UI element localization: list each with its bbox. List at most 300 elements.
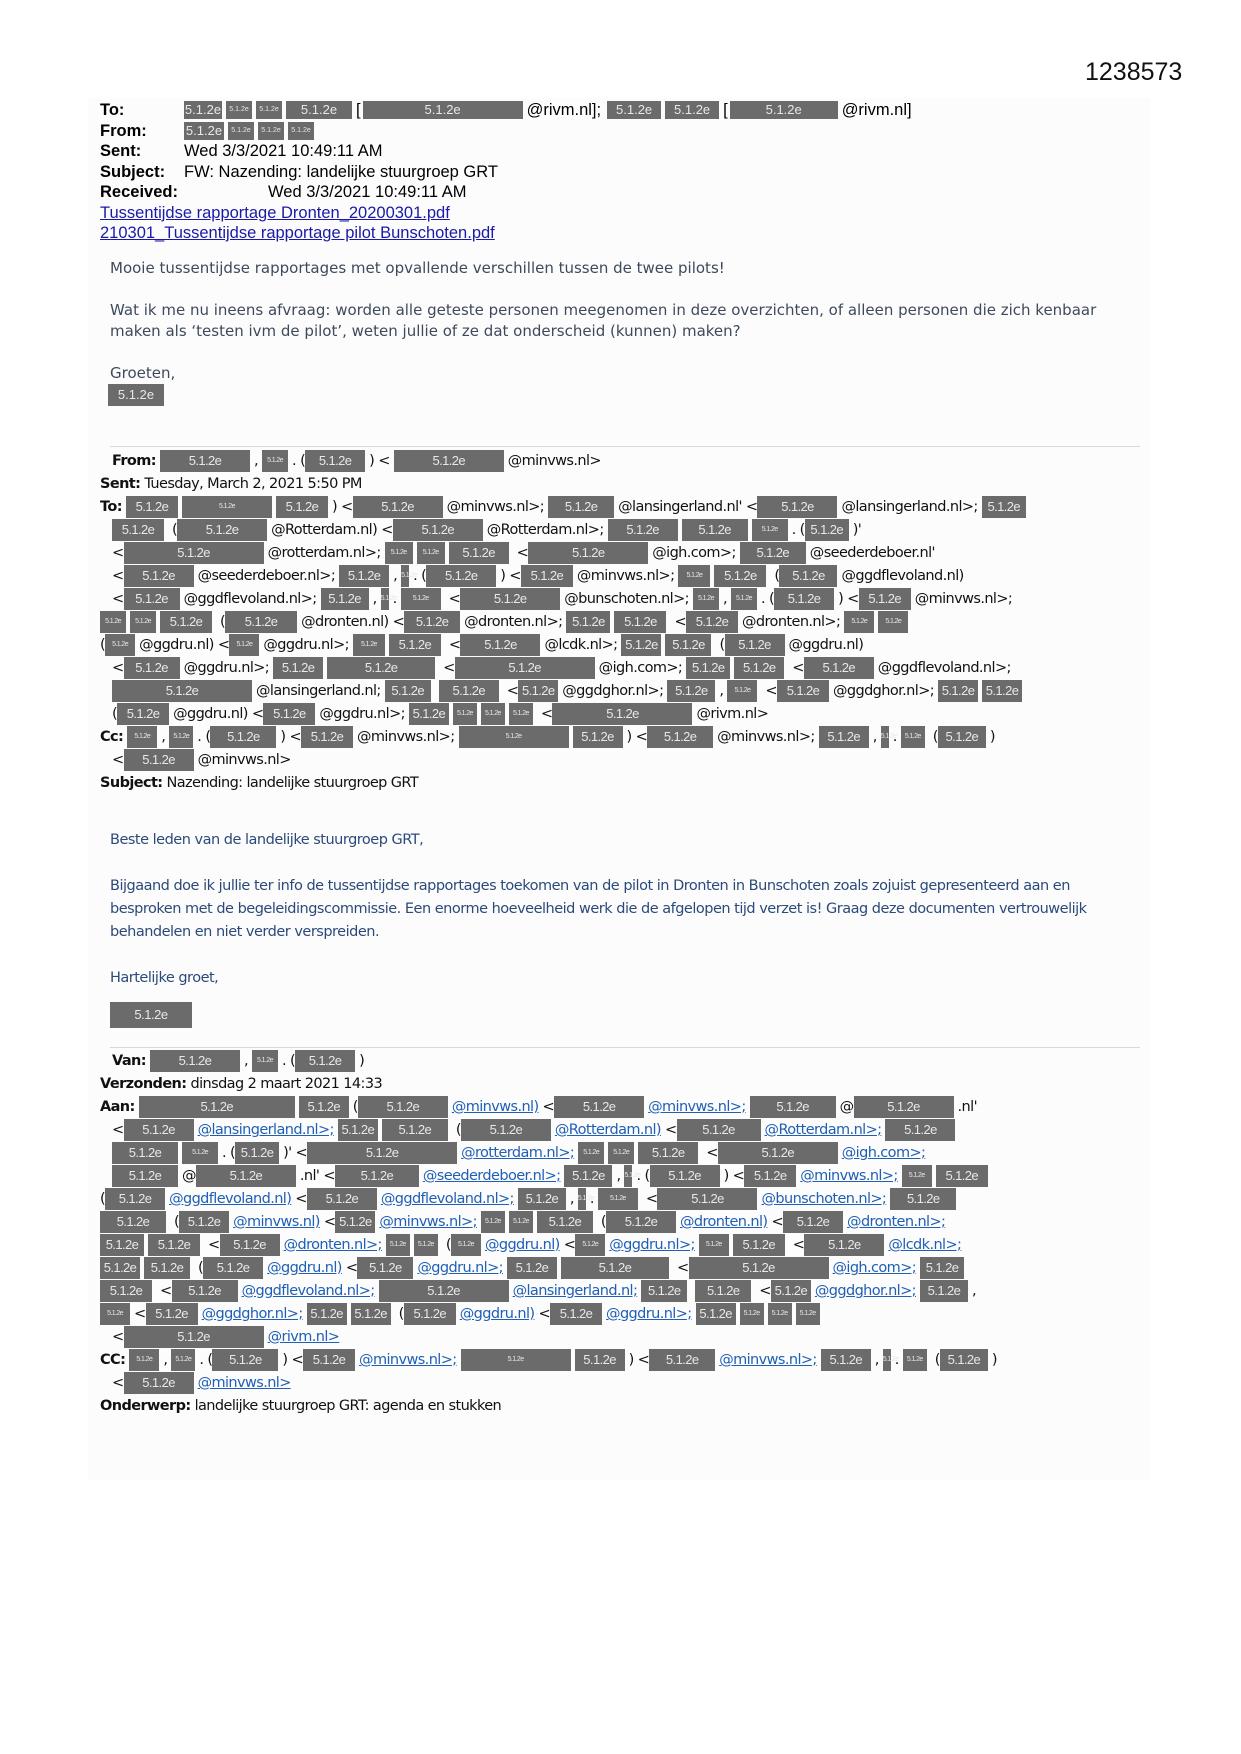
cc-label: CC:: [100, 1352, 126, 1368]
to-domain: .nl': [957, 1099, 977, 1115]
redaction: 5.1.2e: [537, 1211, 593, 1233]
to-row-cont: < 5.1.2e @seederdeboer.nl>; 5.1.2e , 5.1.2e. ( 5.1.2e ) < 5.1.2e @minvws.nl>; 5.1.2e 5.1.2e ( 5.1.2e @ggdflevoland.nl): [100, 565, 1140, 588]
redaction: 5.1.2e: [179, 1211, 229, 1233]
cc-domain: @minvws.nl>: [197, 752, 291, 768]
redaction: 5.1.2e: [638, 1142, 698, 1164]
redaction: 5.1.2e: [890, 1188, 956, 1210]
closing: Groeten,: [110, 364, 176, 382]
redaction: 5.1.2e: [404, 1303, 456, 1325]
to-domain-link[interactable]: @lcdk.nl>;: [888, 1237, 962, 1253]
to-domain: @rotterdam.nl>;: [267, 545, 381, 561]
from-row: From: 5.1.2e , 5.1.2e . ( 5.1.2e ) < 5.1.2e @minvws.nl>: [100, 450, 1140, 473]
redaction: 5.1.2e: [554, 1096, 644, 1118]
to-domain-link[interactable]: @ggdflevoland.nl>;: [380, 1191, 514, 1207]
redaction: 5.1.2e: [262, 450, 288, 472]
redaction: 5.1.2e: [750, 1096, 836, 1118]
to-domain: @rivm.nl]: [841, 101, 912, 119]
to-label: To:: [100, 499, 122, 515]
redaction: 5.1.2e: [307, 1303, 347, 1325]
to-domain: @igh.com>;: [598, 660, 683, 676]
redaction: 5.1.2e: [805, 519, 849, 541]
redaction: 5.1.2e: [321, 588, 369, 610]
sent-value: Tuesday, March 2, 2021 5:50 PM: [144, 476, 362, 492]
redaction: 5.1.2e: [100, 611, 126, 633]
redaction: 5.1.2e: [796, 1303, 820, 1325]
redaction: 5.1.2e: [774, 588, 834, 610]
to-domain-link[interactable]: @dronten.nl>;: [847, 1214, 946, 1230]
subject-row: [100, 162, 912, 183]
to-row-cont: ( 5.1.2e @ggdru.nl) < 5.1.2e @ggdru.nl>; 5.1.2e 5.1.2e < 5.1.2e @lcdk.nl>; 5.1.2e 5.1.2e ( 5.1.2e @ggdru.nl): [100, 634, 1140, 657]
redaction: 5.1.2e: [757, 496, 837, 518]
redaction: 5.1.2e: [124, 749, 194, 771]
redaction: 5.1.2e: [401, 588, 441, 610]
to-domain-link[interactable]: @ggdru.nl): [267, 1260, 342, 1276]
redaction: 5.1.2e: [578, 1188, 586, 1210]
redaction: 5.1.2e: [417, 542, 445, 564]
to-domain: @lansingerland.nl': [618, 499, 742, 515]
redaction: 5.1.2e: [288, 122, 314, 140]
redaction: 5.1.2e: [518, 1188, 566, 1210]
subject-value: Nazending: landelijke stuurgroep GRT: [166, 775, 419, 791]
redaction: 5.1.2e: [100, 1303, 130, 1325]
redaction: 5.1.2e: [693, 588, 719, 610]
to-domain-link[interactable]: @minvws.nl>;: [800, 1168, 898, 1184]
to-row-cont: 5.1.2e @lansingerland.nl; 5.1.2e 5.1.2e < 5.1.2e @ggdghor.nl>; 5.1.2e , 5.1.2e < 5.1.2e @ggdghor.nl>; 5.1.2e 5.1.2e: [100, 680, 1140, 703]
redaction: 5.1.2e: [353, 496, 443, 518]
redaction: 5.1.2e: [307, 1142, 457, 1164]
to-domain: @ggdru.nl>;: [183, 660, 270, 676]
to-domain: @rivm.nl>: [696, 706, 769, 722]
redaction: 5.1.2e: [578, 1142, 604, 1164]
to-domain: @minvws.nl>;: [576, 568, 675, 584]
redaction: 5.1.2e: [819, 726, 869, 748]
cc-domain-link[interactable]: @minvws.nl>;: [719, 1352, 817, 1368]
redaction: 5.1.2e: [100, 1280, 152, 1302]
redaction: 5.1.2e: [881, 726, 889, 748]
redaction: 5.1.2e: [481, 1211, 505, 1233]
redaction: 5.1.2e: [228, 122, 254, 140]
redaction: 5.1.2e: [647, 726, 713, 748]
redaction: 5.1.2e: [901, 726, 925, 748]
redaction: 5.1.2e: [552, 703, 692, 725]
redaction: 5.1.2e: [686, 657, 730, 679]
redaction: 5.1.2e: [100, 1234, 144, 1256]
to-domain: @ggdghor.nl>;: [562, 683, 664, 699]
to-domain: @minvws.nl>;: [446, 499, 545, 515]
redaction: 5.1.2e: [117, 703, 169, 725]
redaction: 5.1.2e: [733, 1234, 785, 1256]
to-domain-link[interactable]: @seederdeboer.nl>;: [422, 1168, 561, 1184]
to-domain-link[interactable]: @ggdru.nl): [484, 1237, 560, 1253]
to-domain-link[interactable]: @Rotterdam.nl): [554, 1122, 661, 1138]
redaction: 5.1.2e: [455, 657, 595, 679]
redaction: 5.1.2e: [100, 1257, 140, 1279]
redaction: 5.1.2e: [731, 588, 757, 610]
redaction: 5.1.2e: [460, 588, 560, 610]
to-label: To:: [100, 101, 125, 119]
redaction: 5.1.2e: [303, 1349, 355, 1371]
redaction: 5.1.2e: [379, 1280, 509, 1302]
redaction: 5.1.2e: [335, 1211, 375, 1233]
redaction: 5.1.2e: [339, 565, 389, 587]
redaction: 5.1.2e: [561, 1257, 669, 1279]
to-row: To: 5.1.2e 5.1.2e 5.1.2e 5.1.2e [ 5.1.2e @rivm.nl]; 5.1.2e 5.1.2e [ 5.1.2e @rivm.nl]: [100, 101, 912, 119]
redaction: 5.1.2e: [528, 542, 648, 564]
to-domain-link[interactable]: @minvws.nl): [233, 1214, 320, 1230]
redaction: 5.1.2e: [608, 519, 678, 541]
redaction: 5.1.2e: [695, 1280, 751, 1302]
redaction: 5.1.2e: [779, 565, 837, 587]
redaction: 5.1.2e: [389, 634, 441, 656]
outer-email-body: [110, 258, 1120, 406]
redaction: 5.1.2e: [936, 1165, 988, 1187]
redaction: 5.1.2e: [699, 1234, 729, 1256]
redaction: 5.1.2e: [982, 496, 1026, 518]
to-domain-link[interactable]: @Rotterdam.nl>;: [764, 1122, 882, 1138]
subject-value: landelijke stuurgroep GRT: agenda en stukken: [194, 1398, 502, 1414]
redaction: 5.1.2e: [439, 680, 499, 702]
body-paragraph: Wat ik me nu ineens afvraag: worden alle geteste personen meegenomen in deze overzichten, of alleen personen die zich kenbaar maken als ‘testen ivm de pilot’, weten jullie of ze dat onderscheid (kunnen) maken?: [110, 301, 1097, 340]
redaction: 5.1.2e: [124, 542, 264, 564]
redaction: 5.1.2e: [982, 680, 1022, 702]
redaction: 5.1.2e: [667, 680, 715, 702]
redaction: 5.1.2e: [130, 611, 156, 633]
redaction: 5.1.2e: [677, 1119, 761, 1141]
redaction: 5.1.2e: [258, 122, 284, 140]
redaction: 5.1.2e: [139, 1096, 295, 1118]
redaction: 5.1.2e: [566, 611, 610, 633]
redaction: 5.1.2e: [401, 565, 409, 587]
redaction: 5.1.2e: [229, 634, 259, 656]
redaction: 5.1.2e: [885, 1119, 955, 1141]
to-domain-link[interactable]: @lansingerland.nl>;: [197, 1122, 334, 1138]
signature-redaction: 5.1.2e: [108, 384, 164, 406]
from-row: Van: 5.1.2e , 5.1.2e . ( 5.1.2e ): [100, 1050, 1140, 1073]
redaction: 5.1.2e: [509, 703, 533, 725]
redaction: 5.1.2e: [734, 657, 784, 679]
redaction: 5.1.2e: [727, 680, 757, 702]
redaction: 5.1.2e: [920, 1257, 964, 1279]
redaction: 5.1.2e: [686, 611, 738, 633]
from-label: Van:: [112, 1053, 146, 1069]
to-domain-link[interactable]: @minvws.nl>;: [379, 1214, 477, 1230]
redaction: 5.1.2e: [548, 496, 614, 518]
redaction: 5.1.2e: [385, 542, 413, 564]
redaction: 5.1.2e: [718, 1142, 838, 1164]
subject-label: Onderwerp:: [100, 1398, 191, 1414]
to-domain-link[interactable]: @igh.com>;: [832, 1260, 917, 1276]
redaction: 5.1.2e: [210, 726, 276, 748]
to-row-cont: ( 5.1.2e @ggdflevoland.nl) < 5.1.2e @ggdflevoland.nl>; 5.1.2e , 5.1.2e. 5.1.2e < 5.1.2e @bunschoten.nl>; 5.1.2e: [100, 1188, 1140, 1211]
forwarded-email-body: [110, 829, 1130, 1028]
redaction: 5.1.2e: [129, 1349, 159, 1371]
redaction: 5.1.2e: [657, 1188, 757, 1210]
redaction: 5.1.2e: [804, 1234, 884, 1256]
to-domain-link[interactable]: @minvws.nl>;: [648, 1099, 746, 1115]
redaction: 5.1.2e: [740, 1303, 764, 1325]
redaction: 5.1.2e: [381, 588, 389, 610]
redaction: 5.1.2e: [182, 496, 272, 518]
to-domain: @ggdru.nl>;: [319, 706, 405, 722]
to-domain: @ggdflevoland.nl): [841, 568, 964, 584]
redaction: 5.1.2e: [256, 101, 282, 119]
subject-value: FW: Nazending: landelijke stuurgroep GRT: [184, 162, 498, 181]
redaction: 5.1.2e: [286, 101, 352, 119]
received-row: [100, 182, 912, 203]
redaction: 5.1.2e: [509, 1211, 533, 1233]
to-domain: @dronten.nl): [301, 614, 389, 630]
redaction: 5.1.2e: [804, 657, 874, 679]
to-domain-link[interactable]: @lansingerland.nl;: [512, 1283, 638, 1299]
to-domain: @Rotterdam.nl): [271, 522, 378, 538]
to-domain-link[interactable]: @dronten.nl): [679, 1214, 768, 1230]
redaction: 5.1.2e: [606, 1211, 676, 1233]
redaction: 5.1.2e: [665, 634, 711, 656]
redaction: 5.1.2e: [235, 1142, 279, 1164]
redaction: 5.1.2e: [160, 450, 250, 472]
redaction: 5.1.2e: [386, 1234, 410, 1256]
to-domain-link[interactable]: @bunschoten.nl>;: [761, 1191, 887, 1207]
redaction: 5.1.2e: [182, 1142, 218, 1164]
redaction: 5.1.2e: [521, 565, 573, 587]
redaction: 5.1.2e: [459, 726, 569, 748]
redaction: 5.1.2e: [821, 1349, 871, 1371]
redaction: 5.1.2e: [844, 611, 874, 633]
signature-redaction: 5.1.2e: [110, 1002, 192, 1028]
redaction: 5.1.2e: [100, 1211, 166, 1233]
redaction: 5.1.2e: [575, 1234, 605, 1256]
redaction: 5.1.2e: [394, 450, 504, 472]
redaction: 5.1.2e: [276, 496, 328, 518]
redaction: 5.1.2e: [607, 101, 661, 119]
redaction: 5.1.2e: [451, 1234, 481, 1256]
subject-label: Subject:: [100, 162, 166, 181]
redaction: 5.1.2e: [725, 634, 785, 656]
to-domain: @ggdru.nl): [788, 637, 864, 653]
greeting: Beste leden van de landelijke stuurgroep GRT,: [110, 832, 424, 848]
to-domain-link[interactable]: @dronten.nl>;: [283, 1237, 382, 1253]
received-label: Received:: [100, 183, 178, 201]
cc-domain: @minvws.nl>;: [357, 729, 455, 745]
redaction: 5.1.2e: [105, 1188, 165, 1210]
sent-value: dinsdag 2 maart 2021 14:33: [190, 1076, 383, 1092]
to-row-cont: 5.1.2e ( 5.1.2e @minvws.nl) < 5.1.2e @minvws.nl>; 5.1.2e 5.1.2e 5.1.2e ( 5.1.2e @dronten.nl) < 5.1.2e @dronten.nl>;: [100, 1211, 1140, 1234]
to-domain: @ggdru.nl): [139, 637, 214, 653]
redaction: 5.1.2e: [564, 1165, 612, 1187]
redaction: 5.1.2e: [112, 1165, 178, 1187]
redaction: 5.1.2e: [481, 703, 505, 725]
body-paragraph: Mooie tussentijdse rapportages met opvallende verschillen tussen de twee pilots!: [110, 259, 725, 277]
divider: [110, 1047, 1140, 1048]
to-row-cont: ( 5.1.2e @ggdru.nl) < 5.1.2e @ggdru.nl>; 5.1.2e 5.1.2e 5.1.2e 5.1.2e < 5.1.2e @rivm.nl>: [100, 703, 1140, 726]
redaction: 5.1.2e: [461, 1349, 571, 1371]
redaction: 5.1.2e: [169, 726, 193, 748]
divider: [110, 446, 1140, 447]
to-row: Aan: 5.1.2e 5.1.2e ( 5.1.2e @minvws.nl) < 5.1.2e @minvws.nl>; 5.1.2e @ 5.1.2e .nl': [100, 1096, 1140, 1119]
to-domain-link[interactable]: @ggdghor.nl>;: [814, 1283, 916, 1299]
to-domain: @minvws.nl>;: [914, 591, 1013, 607]
redaction: 5.1.2e: [920, 1280, 968, 1302]
sent-row: [100, 473, 1140, 496]
redaction: 5.1.2e: [327, 657, 435, 679]
redaction: 5.1.2e: [902, 1165, 932, 1187]
redaction: 5.1.2e: [518, 680, 558, 702]
redaction: 5.1.2e: [744, 1165, 796, 1187]
redaction: 5.1.2e: [112, 519, 164, 541]
to-domain-link[interactable]: @igh.com>;: [841, 1145, 926, 1161]
redaction: 5.1.2e: [678, 565, 710, 587]
redaction: 5.1.2e: [575, 1349, 625, 1371]
to-domain: .nl': [299, 1168, 320, 1184]
to-domain: @ggdru.nl): [173, 706, 248, 722]
redaction: 5.1.2e: [252, 1050, 278, 1072]
cc-domain-link[interactable]: @minvws.nl>: [197, 1375, 291, 1391]
redaction: 5.1.2e: [124, 1119, 194, 1141]
redaction: 5.1.2e: [771, 1280, 811, 1302]
to-domain-link[interactable]: @ggdghor.nl>;: [201, 1306, 303, 1322]
to-domain-link[interactable]: @ggdru.nl): [459, 1306, 535, 1322]
redaction: 5.1.2e: [714, 565, 766, 587]
redaction: 5.1.2e: [730, 101, 838, 119]
redaction: 5.1.2e: [358, 1096, 448, 1118]
redaction: 5.1.2e: [148, 1234, 200, 1256]
redaction: 5.1.2e: [124, 1326, 264, 1348]
cc-domain: @minvws.nl>;: [717, 729, 815, 745]
sent-row: [100, 141, 912, 162]
to-domain: @dronten.nl>;: [742, 614, 841, 630]
to-row-cont: 5.1.2e 5.1.2e < 5.1.2e @dronten.nl>; 5.1.2e 5.1.2e ( 5.1.2e @ggdru.nl) < 5.1.2e @ggdru.nl>; 5.1.2e 5.1.2e < 5.1.2e @lcdk.nl>;: [100, 1234, 1140, 1257]
subject-row: [100, 1395, 1140, 1418]
redaction: 5.1.2e: [171, 1349, 195, 1371]
to-domain: @seederdeboer.nl>;: [197, 568, 336, 584]
attachment-link[interactable]: 210301_Tussentijdse rapportage pilot Bunschoten.pdf: [100, 224, 495, 242]
to-domain: @igh.com>;: [652, 545, 736, 561]
redaction: 5.1.2e: [507, 1257, 557, 1279]
sent-label: Sent:: [100, 142, 142, 160]
redaction: 5.1.2e: [393, 519, 483, 541]
redaction: 5.1.2e: [859, 588, 911, 610]
to-domain-link[interactable]: @minvws.nl): [451, 1099, 539, 1115]
to-domain-link[interactable]: @ggdru.nl>;: [606, 1306, 692, 1322]
to-domain-link[interactable]: @ggdru.nl>;: [609, 1237, 695, 1253]
to-domain-link[interactable]: @ggdflevoland.nl>;: [241, 1283, 375, 1299]
redaction: 5.1.2e: [550, 1303, 602, 1325]
redaction: 5.1.2e: [363, 101, 523, 119]
to-domain: @lansingerland.nl;: [256, 683, 381, 699]
sent-value: Wed 3/3/2021 10:49:11 AM: [184, 142, 383, 160]
attachment-link[interactable]: Tussentijdse rapportage Dronten_20200301.pdf: [100, 203, 450, 222]
redaction: 5.1.2e: [338, 1119, 378, 1141]
to-domain: @lcdk.nl>;: [544, 637, 618, 653]
redaction: 5.1.2e: [295, 1050, 355, 1072]
document-number: 1238573: [1085, 58, 1183, 86]
redaction: 5.1.2e: [305, 450, 365, 472]
from-domain: @minvws.nl>: [507, 453, 601, 469]
to-row-cont: 5.1.2e @ 5.1.2e .nl' < 5.1.2e @seederdeboer.nl>; 5.1.2e , 5.1.2e. ( 5.1.2e ) < 5.1.2e @minvws.nl>; 5.1.2e 5.1.2e: [100, 1165, 1140, 1188]
redaction: 5.1.2e: [777, 680, 829, 702]
redaction: 5.1.2e: [409, 703, 449, 725]
cc-row-cont: < 5.1.2e @minvws.nl>: [100, 749, 1140, 772]
redaction: 5.1.2e: [225, 611, 297, 633]
to-row-cont: < 5.1.2e @lansingerland.nl>; 5.1.2e 5.1.2e ( 5.1.2e @Rotterdam.nl) < 5.1.2e @Rotterdam.nl>; 5.1.2e: [100, 1119, 1140, 1142]
redaction: 5.1.2e: [938, 680, 978, 702]
redaction: 5.1.2e: [938, 726, 986, 748]
to-row-cont: 5.1.2e 5.1.2e . ( 5.1.2e )' < 5.1.2e @rotterdam.nl>; 5.1.2e 5.1.2e 5.1.2e < 5.1.2e @igh.com>;: [100, 1142, 1140, 1165]
redaction: 5.1.2e: [608, 1142, 634, 1164]
subject-label: Subject:: [100, 775, 163, 791]
redaction: 5.1.2e: [696, 1303, 736, 1325]
redaction: 5.1.2e: [124, 588, 180, 610]
redaction: 5.1.2e: [273, 657, 323, 679]
redaction: 5.1.2e: [263, 703, 315, 725]
redaction: 5.1.2e: [357, 1257, 413, 1279]
to-row-cont: 5.1.2e 5.1.2e ( 5.1.2e @ggdru.nl) < 5.1.2e @ggdru.nl>; 5.1.2e 5.1.2e < 5.1.2e @igh.com>; 5.1.2e: [100, 1257, 1140, 1280]
to-row-cont: 5.1.2e < 5.1.2e @ggdghor.nl>; 5.1.2e 5.1.2e ( 5.1.2e @ggdru.nl) < 5.1.2e @ggdru.nl>; 5.1.2e 5.1.2e 5.1.2e 5.1.2e: [100, 1303, 1140, 1326]
redaction: 5.1.2e: [127, 726, 157, 748]
to-domain: @lansingerland.nl>;: [841, 499, 978, 515]
redaction: 5.1.2e: [449, 542, 509, 564]
to-domain: @rivm.nl];: [526, 101, 602, 119]
subject-row: [100, 772, 1140, 795]
to-domain-link[interactable]: @ggdru.nl>;: [417, 1260, 503, 1276]
to-domain: @dronten.nl>;: [464, 614, 563, 630]
redaction: 5.1.2e: [878, 611, 908, 633]
cc-label: Cc:: [100, 729, 124, 745]
body-paragraph: Bijgaand doe ik jullie ter info de tussentijdse rapportages toekomen van de pilot in Dronten in Bunschoten zoals zojuist gepresenteerd aan en besproken met de begeleidingscommissie. Een enorme hoeveelheid werk die de afgelopen tijd verzet is! Graag deze documenten vertrouwelijk behandelen en niet verder verspreiden.: [110, 878, 1087, 940]
redaction: 5.1.2e: [212, 1349, 278, 1371]
redaction: 5.1.2e: [124, 1372, 194, 1394]
from-label: From:: [112, 453, 156, 469]
redaction: 5.1.2e: [460, 634, 540, 656]
to-domain: @Rotterdam.nl>;: [486, 522, 604, 538]
redaction: 5.1.2e: [740, 542, 806, 564]
redaction: 5.1.2e: [624, 1165, 632, 1187]
to-row-cont: 5.1.2e ( 5.1.2e @Rotterdam.nl) < 5.1.2e @Rotterdam.nl>; 5.1.2e 5.1.2e 5.1.2e . ( 5.1.2e )': [100, 519, 1140, 542]
redaction: 5.1.2e: [185, 122, 223, 138]
to-domain-link[interactable]: @rotterdam.nl>;: [461, 1145, 575, 1161]
redaction: 5.1.2e: [203, 1257, 263, 1279]
redaction: 5.1.2e: [353, 634, 385, 656]
redaction: 5.1.2e: [112, 680, 252, 702]
cc-row: Cc: 5.1.2e , 5.1.2e . ( 5.1.2e ) < 5.1.2e @minvws.nl>; 5.1.2e 5.1.2e ) < 5.1.2e @minvws.nl>; 5.1.2e , 5.1.2e. 5.1.2e ( 5.1.2e ): [100, 726, 1140, 749]
redaction: 5.1.2e: [854, 1096, 954, 1118]
redaction: 5.1.2e: [461, 1119, 551, 1141]
redaction: 5.1.2e: [112, 1142, 178, 1164]
to-domain-link[interactable]: @rivm.nl>: [267, 1329, 340, 1345]
redaction: 5.1.2e: [385, 680, 431, 702]
from-row: [100, 121, 912, 142]
sent-label: Sent:: [100, 476, 141, 492]
redaction: 5.1.2e: [196, 1165, 296, 1187]
redaction: 5.1.2e: [351, 1303, 391, 1325]
redaction: 5.1.2e: [172, 1280, 238, 1302]
cc-domain-link[interactable]: @minvws.nl>;: [359, 1352, 457, 1368]
redaction: 5.1.2e: [903, 1349, 927, 1371]
redaction: 5.1.2e: [126, 496, 178, 518]
redaction: 5.1.2e: [649, 1349, 715, 1371]
received-value: Wed 3/3/2021 10:49:11 AM: [268, 183, 467, 201]
redaction: 5.1.2e: [184, 102, 222, 118]
to-domain-link[interactable]: @ggdflevoland.nl): [169, 1191, 292, 1207]
redaction: 5.1.2e: [160, 611, 212, 633]
redaction: 5.1.2e: [682, 519, 748, 541]
original-email-header: [100, 1050, 1140, 1418]
cc-row-cont: < 5.1.2e @minvws.nl>: [100, 1372, 1140, 1395]
to-row-cont: < 5.1.2e @ggdflevoland.nl>; 5.1.2e , 5.1.2e. 5.1.2e < 5.1.2e @bunschoten.nl>; 5.1.2e , 5.1.2e . ( 5.1.2e ) < 5.1.2e @minvws.nl>;: [100, 588, 1140, 611]
to-domain: @ggdru.nl>;: [263, 637, 349, 653]
redaction: 5.1.2e: [150, 1050, 240, 1072]
redaction: 5.1.2e: [641, 1280, 687, 1302]
